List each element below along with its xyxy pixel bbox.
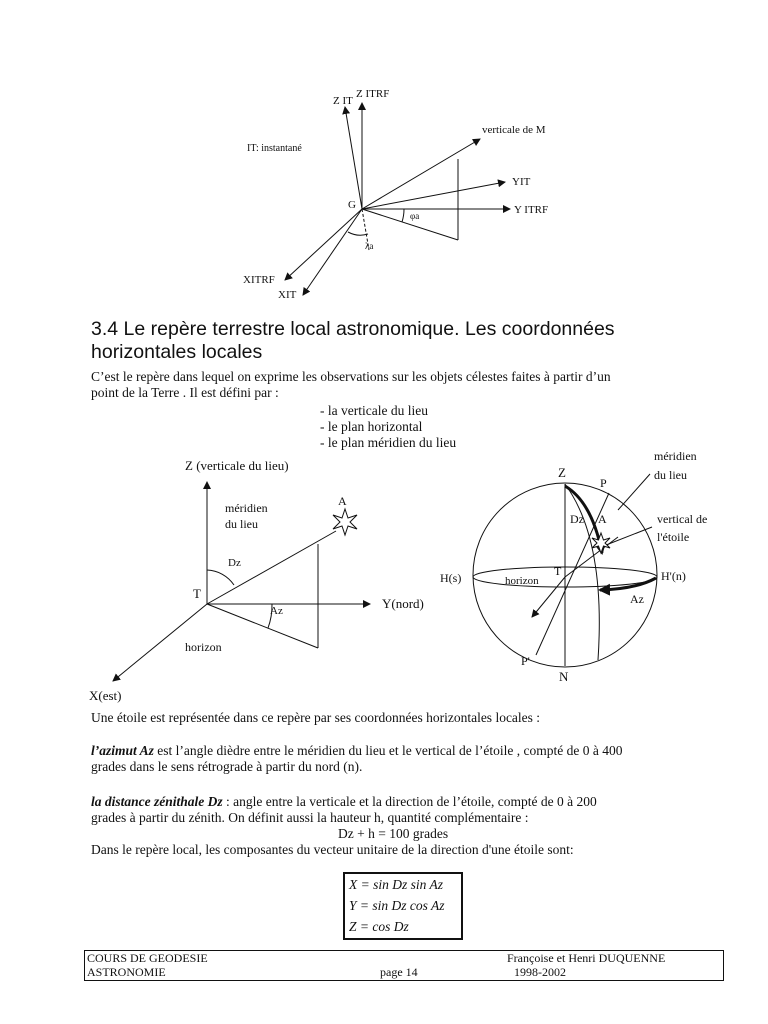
dz-paragraph-line2: grades à partir du zénith. On définit aussi la hauteur h, quantité complémentaire : bbox=[91, 810, 529, 825]
label-lambda: λa bbox=[365, 241, 374, 251]
label-az: Az bbox=[270, 605, 283, 617]
label-t-sphere: T bbox=[554, 564, 562, 578]
azimut-term: l’azimut Az bbox=[91, 743, 154, 758]
label-g: G bbox=[348, 199, 356, 211]
label-hs: H(s) bbox=[440, 571, 462, 585]
star-intro: Une étoile est représentée dans ce repère par ses coordonnées horizontales locales : bbox=[91, 710, 541, 725]
list-item: - la verticale du lieu bbox=[320, 403, 428, 418]
section-title-line2: horizontales locales bbox=[91, 341, 263, 363]
label-z-sphere: Z bbox=[558, 465, 566, 480]
label-du-lieu: du lieu bbox=[225, 517, 258, 531]
dz-text: : angle entre la verticale et la direction de l’étoile, compté de 0 à 200 bbox=[222, 794, 597, 809]
formula-y: Y = sin Dz cos Az bbox=[349, 898, 445, 913]
footer-subject: ASTRONOMIE bbox=[87, 965, 166, 979]
list-item: - le plan méridien du lieu bbox=[320, 435, 457, 450]
label-a: A bbox=[338, 494, 347, 508]
label-dz-sphere: Dz bbox=[570, 512, 584, 526]
label-meridien-sphere: méridien bbox=[654, 449, 697, 463]
footer-page: page 14 bbox=[380, 965, 418, 979]
page-footer bbox=[84, 950, 724, 981]
footer-years: 1998-2002 bbox=[514, 965, 566, 979]
label-phi: φa bbox=[410, 211, 420, 221]
intro-line-2: point de la Terre . Il est défini par : bbox=[91, 385, 279, 400]
section-title-line1: 3.4 Le repère terrestre local astronomique. Les coordonnées bbox=[91, 318, 615, 340]
label-n: N bbox=[559, 669, 569, 684]
label-x-it: XIT bbox=[278, 289, 297, 301]
label-hn: H'(n) bbox=[661, 569, 686, 583]
label-z-it: Z IT bbox=[333, 95, 353, 107]
label-z-itrf: Z ITRF bbox=[356, 88, 390, 100]
label-t: T bbox=[193, 586, 201, 601]
formula-z: Z = cos Dz bbox=[349, 919, 409, 934]
label-y-itrf: Y ITRF bbox=[514, 204, 549, 216]
dz-arc bbox=[207, 570, 234, 585]
star-icon bbox=[333, 509, 357, 535]
equation: Dz + h = 100 grades bbox=[338, 826, 449, 841]
footer-authors: Françoise et Henri DUQUENNE bbox=[507, 951, 666, 965]
label-letoile: l'étoile bbox=[657, 530, 690, 544]
label-p-prime: P' bbox=[521, 654, 530, 668]
footer-course: COURS DE GEODESIE bbox=[87, 951, 208, 965]
label-horizon-sphere: horizon bbox=[505, 575, 539, 587]
azimut-paragraph-line1 bbox=[91, 743, 716, 759]
label-it-instantane: IT: instantané bbox=[247, 143, 302, 154]
star-direction-line bbox=[207, 531, 336, 604]
list-item: - le plan horizontal bbox=[320, 419, 423, 434]
dz-paragraph-line1 bbox=[91, 794, 716, 810]
label-horizon: horizon bbox=[185, 640, 222, 654]
meridien-pointer bbox=[618, 474, 650, 510]
vertical-pointer bbox=[601, 527, 652, 547]
label-vertical-m: verticale de M bbox=[482, 124, 546, 136]
label-meridien: méridien bbox=[225, 501, 268, 515]
label-x-itrf: XITRF bbox=[243, 274, 275, 286]
azimut-paragraph-line2: grades dans le sens rétrograde à partir du nord (n). bbox=[91, 759, 363, 774]
label-a-sphere: A bbox=[598, 512, 607, 526]
label-dz: Dz bbox=[228, 557, 241, 569]
label-p: P bbox=[600, 476, 607, 490]
star-vertical-arc bbox=[565, 484, 599, 660]
label-vertical-de: vertical de bbox=[657, 512, 708, 526]
dz-term: la distance zénithale Dz bbox=[91, 794, 223, 809]
label-y-it: YIT bbox=[512, 176, 531, 188]
intro-line-1: C’est le repère dans lequel on exprime les observations sur les objets célestes faites à partir d’un bbox=[91, 369, 611, 384]
components-sentence: Dans le repère local, les composantes du vecteur unitaire de la direction d'une étoile sont: bbox=[91, 842, 574, 857]
label-y-nord: Y(nord) bbox=[382, 596, 424, 611]
formula-x: X = sin Dz sin Az bbox=[349, 877, 443, 892]
label-z-vertical: Z (verticale du lieu) bbox=[185, 458, 289, 473]
label-du-lieu-sphere: du lieu bbox=[654, 468, 687, 482]
label-x-est: X(est) bbox=[89, 688, 122, 703]
azimut-text: est l’angle dièdre entre le méridien du lieu et le vertical de l’étoile , compté de 0 à 400 bbox=[153, 743, 623, 758]
azimuth-projection-line bbox=[207, 604, 318, 648]
star-icon bbox=[592, 533, 610, 553]
label-az-sphere: Az bbox=[630, 592, 644, 606]
formula-box bbox=[343, 872, 463, 940]
